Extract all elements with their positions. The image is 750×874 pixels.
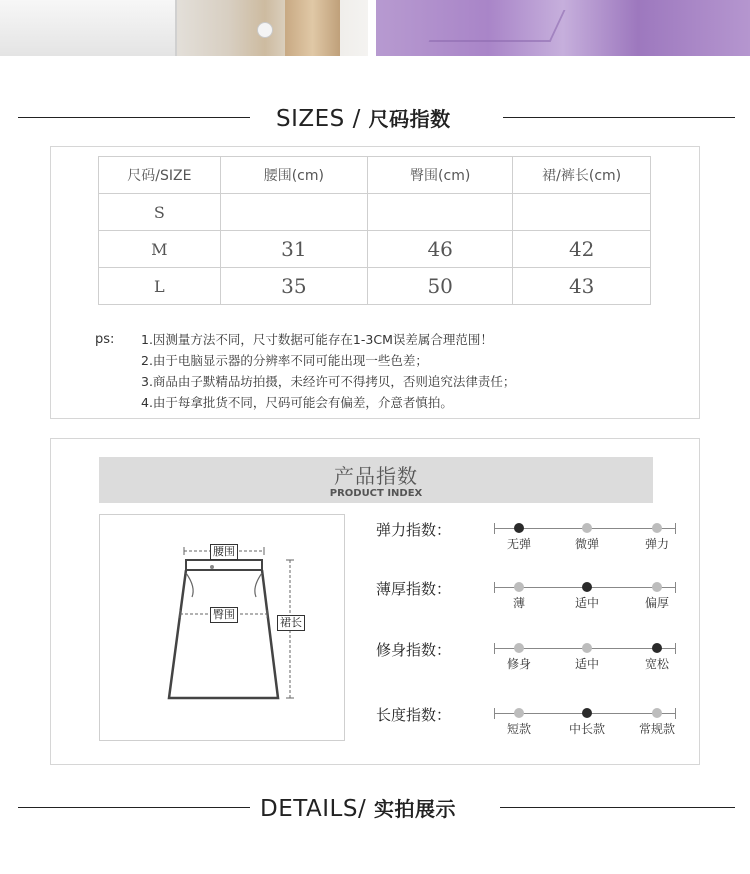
header-divider-right	[500, 807, 735, 808]
col-header-size: 尺码/SIZE	[99, 157, 221, 194]
index-option-label: 适中	[574, 657, 600, 671]
cell-size: M	[99, 231, 221, 268]
note-line: 1.因测量方法不同，尺寸数据可能存在1-3CM误差属合理范围！	[141, 332, 493, 347]
index-option-label: 无弹	[506, 537, 532, 551]
index-option-label: 弹力	[644, 537, 670, 551]
table-row	[99, 194, 651, 231]
details-title-en: DETAILS	[260, 796, 358, 822]
header-divider-right	[503, 117, 735, 118]
index-row	[376, 639, 670, 679]
sizes-title-cn: 尺码指数	[368, 107, 451, 131]
index-dot	[514, 643, 524, 653]
index-row-label: 长度指数：	[376, 706, 452, 724]
index-dot	[582, 523, 592, 533]
notes-prefix: ps:	[95, 332, 115, 347]
header-divider-left	[18, 117, 250, 118]
sizes-title-en: SIZES	[276, 106, 345, 132]
cell-size: S	[99, 194, 221, 231]
index-scale-track	[494, 713, 676, 736]
product-photo-strip	[0, 0, 750, 56]
sizes-title	[276, 103, 451, 132]
index-row	[376, 704, 676, 744]
index-dot	[652, 708, 662, 718]
index-row	[376, 578, 670, 618]
index-option-label: 中长款	[568, 722, 606, 736]
index-dot-selected	[582, 708, 592, 718]
details-title	[260, 793, 456, 822]
cell-length: 42	[513, 231, 651, 268]
index-option-label: 微弹	[574, 537, 600, 551]
header-divider-left	[18, 807, 250, 808]
note-line: 4.由于每拿批货不同，尺码可能会有偏差，介意者慎拍。	[141, 395, 453, 410]
index-scale-track	[494, 648, 676, 671]
index-dot	[652, 582, 662, 592]
label-length: 裙长	[277, 615, 305, 631]
sizes-section-header	[0, 103, 750, 133]
index-row-label: 弹力指数：	[376, 521, 452, 539]
col-header-hip: 臀围(cm)	[368, 157, 513, 194]
cell-hip	[368, 194, 513, 231]
index-option-label: 偏厚	[644, 596, 670, 610]
index-dot-selected	[582, 582, 592, 592]
scale-end-tick	[494, 523, 495, 534]
scale-end-tick	[494, 582, 495, 593]
note-line: 3.商品由子默精品坊拍摄，未经许可不得拷贝，否则追究法律责任；	[141, 374, 516, 389]
index-dot	[514, 708, 524, 718]
index-row-label: 修身指数：	[376, 641, 452, 659]
col-header-length: 裙/裤长(cm)	[513, 157, 651, 194]
skirt-diagram	[99, 514, 345, 741]
index-option-label: 修身	[506, 657, 532, 671]
product-index-title-en: PRODUCT INDEX	[329, 488, 423, 499]
index-row-label: 薄厚指数：	[376, 580, 452, 598]
index-option-label: 薄	[512, 596, 526, 610]
sizes-title-sep: /	[344, 106, 369, 132]
label-hip: 臀围	[210, 607, 238, 623]
cell-size: L	[99, 268, 221, 305]
product-index-title-cn: 产品指数	[334, 464, 418, 488]
product-index-panel	[50, 438, 700, 765]
scale-end-tick	[675, 643, 676, 654]
index-option-label: 短款	[506, 722, 532, 736]
scale-end-tick	[494, 643, 495, 654]
index-dot-selected	[652, 643, 662, 653]
index-scale-track	[494, 587, 676, 610]
cell-length	[513, 194, 651, 231]
table-row	[99, 231, 651, 268]
table-row	[99, 268, 651, 305]
scale-end-tick	[494, 708, 495, 719]
scale-end-tick	[675, 523, 676, 534]
cell-hip: 50	[368, 268, 513, 305]
index-dot	[652, 523, 662, 533]
size-table-header-row	[99, 157, 651, 194]
index-dot	[582, 643, 592, 653]
size-panel	[50, 146, 700, 419]
index-row	[376, 519, 670, 559]
cell-waist: 35	[220, 268, 367, 305]
note-line: 2.由于电脑显示器的分辨率不同可能出现一些色差；	[141, 353, 428, 368]
index-option-label: 常规款	[638, 722, 676, 736]
button-detail	[257, 22, 273, 38]
index-dot	[514, 582, 524, 592]
index-dot-selected	[514, 523, 524, 533]
product-index-title-bar	[99, 457, 653, 503]
scale-end-tick	[675, 582, 676, 593]
details-section-header	[0, 793, 750, 823]
size-table	[98, 156, 651, 305]
cell-length: 43	[513, 268, 651, 305]
cell-waist	[220, 194, 367, 231]
product-photo-purple	[376, 0, 750, 56]
details-title-sep: /	[357, 796, 374, 822]
index-option-label: 适中	[574, 596, 600, 610]
scale-end-tick	[675, 708, 676, 719]
cell-waist: 31	[220, 231, 367, 268]
product-photo-white	[0, 0, 368, 56]
index-option-label: 宽松	[644, 657, 670, 671]
index-scale-track	[494, 528, 676, 551]
cell-hip: 46	[368, 231, 513, 268]
label-waist: 腰围	[210, 544, 238, 560]
details-title-cn: 实拍展示	[374, 797, 456, 821]
col-header-waist: 腰围(cm)	[220, 157, 367, 194]
